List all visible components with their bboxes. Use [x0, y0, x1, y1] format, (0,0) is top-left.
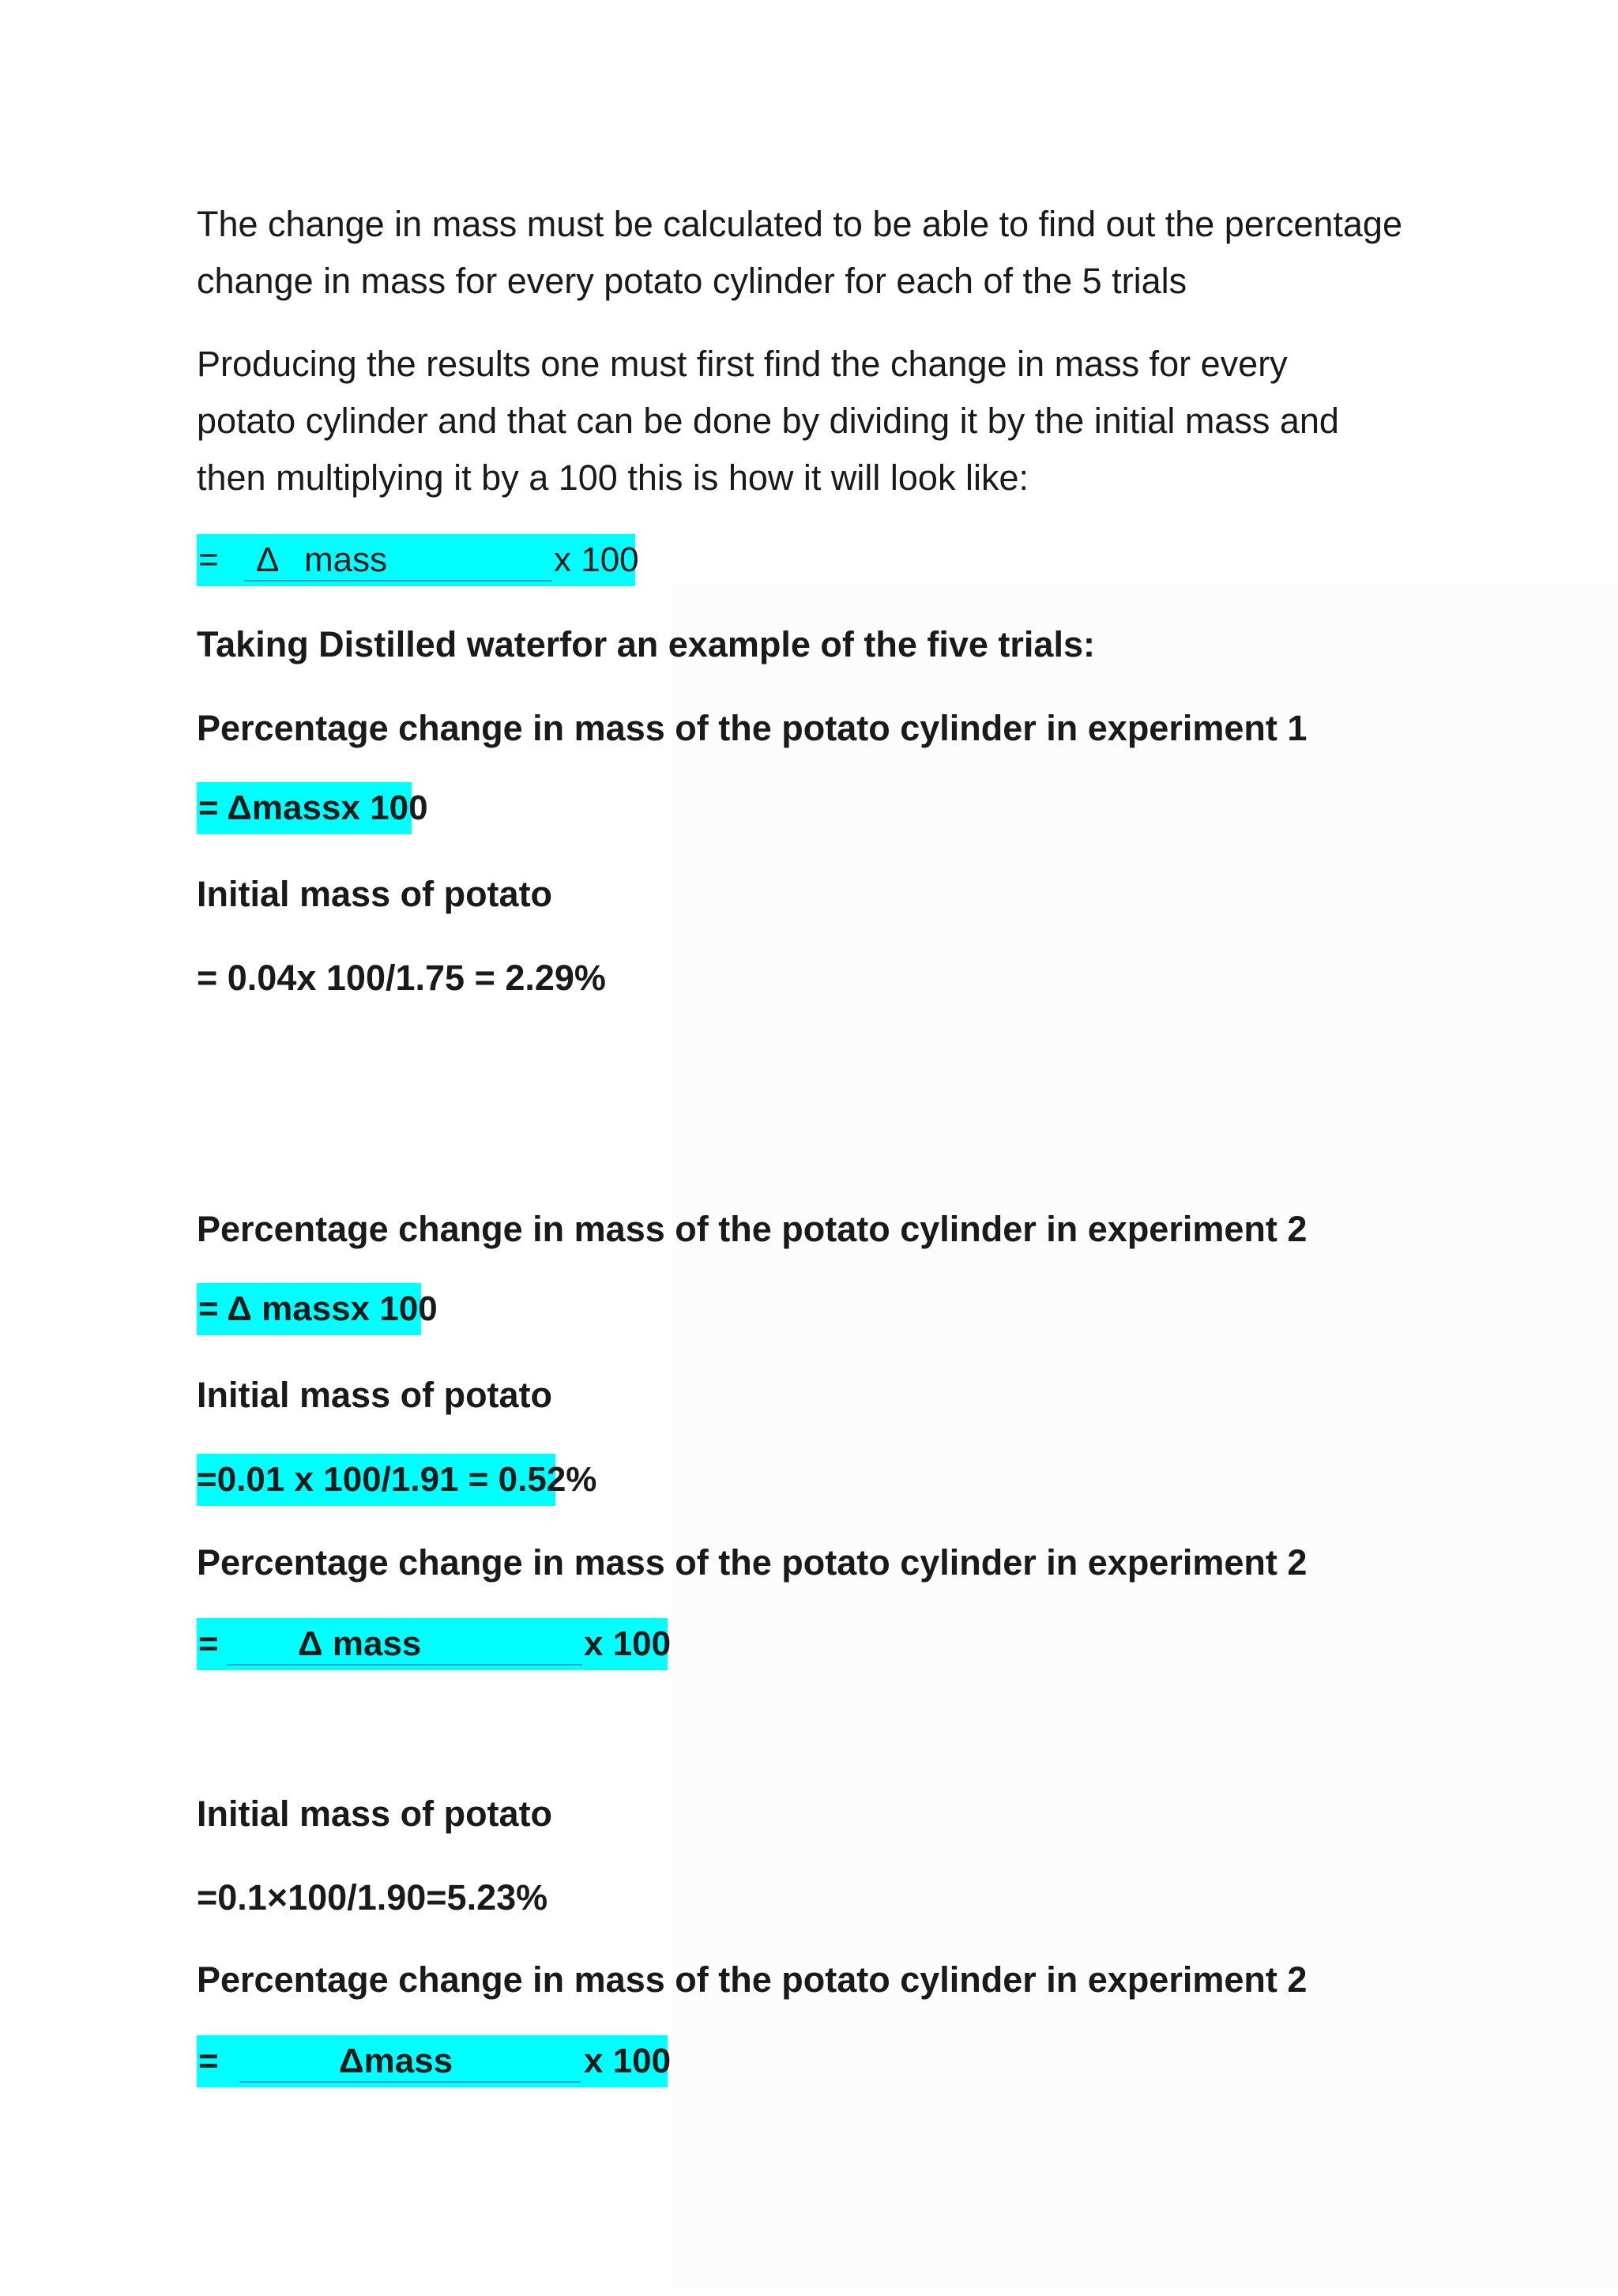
- intro-line-5: then multiplying it by a 100 this is how it will look like:: [197, 457, 1029, 498]
- fraction-line: [244, 580, 552, 582]
- exp3-times: x 100: [584, 1624, 672, 1663]
- formula-main-equals: =: [198, 540, 219, 579]
- exp2-result: [197, 1454, 597, 1506]
- exp1-formula: [197, 782, 428, 834]
- exp3-result: =0.1×100/1.90=5.23%: [197, 1877, 548, 1918]
- exp2-heading: Percentage change in mass of the potato cylinder in experiment 2: [197, 1209, 1308, 1249]
- exp1-result: = 0.04x 100/1.75 = 2.29%: [197, 958, 606, 998]
- exp3-mass: Δ mass: [298, 1624, 422, 1663]
- exp2-formula-text: = Δ massx 100: [198, 1289, 438, 1328]
- intro-line-2: change in mass for every potato cylinder for each of the 5 trials: [197, 261, 1187, 301]
- intro-line-3: Producing the results one must first find the change in mass for every: [197, 344, 1288, 384]
- exp1-heading: Percentage change in mass of the potato cylinder in experiment 1: [197, 708, 1308, 748]
- exp4-fraction-line: [239, 2081, 581, 2083]
- exp2-formula: [197, 1283, 438, 1335]
- exp2-result-text: =0.01 x 100/1.91 = 0.52%: [197, 1460, 597, 1499]
- background-panel: [672, 585, 1618, 2288]
- intro-line-1: The change in mass must be calculated to be able to find out the percentage: [197, 204, 1402, 244]
- example-heading: Taking Distilled waterfor an example of the five trials:: [197, 624, 1095, 664]
- exp4-times: x 100: [584, 2042, 672, 2080]
- exp3-fraction-line: [227, 1664, 582, 1666]
- formula-main: [197, 534, 639, 586]
- exp4-heading: Percentage change in mass of the potato cylinder in experiment 2: [197, 1959, 1308, 2000]
- intro-line-4: potato cylinder and that can be done by dividing it by the initial mass and: [197, 401, 1339, 441]
- exp4-formula: [197, 2035, 672, 2087]
- exp4-mass: Δmass: [339, 2042, 453, 2080]
- formula-main-mass: mass: [304, 540, 388, 579]
- exp4-equals: =: [198, 2042, 219, 2080]
- exp2-denominator: Initial mass of potato: [197, 1375, 553, 1415]
- exp3-heading: Percentage change in mass of the potato cylinder in experiment 2: [197, 1542, 1308, 1583]
- exp3-formula: [197, 1618, 672, 1670]
- exp3-equals: =: [198, 1624, 219, 1663]
- exp1-denominator: Initial mass of potato: [197, 874, 553, 914]
- exp1-formula-text: = Δmassx 100: [198, 789, 428, 827]
- formula-main-times: x 100: [554, 540, 639, 579]
- formula-main-delta: Δ: [256, 540, 280, 579]
- exp3-denominator: Initial mass of potato: [197, 1794, 553, 1834]
